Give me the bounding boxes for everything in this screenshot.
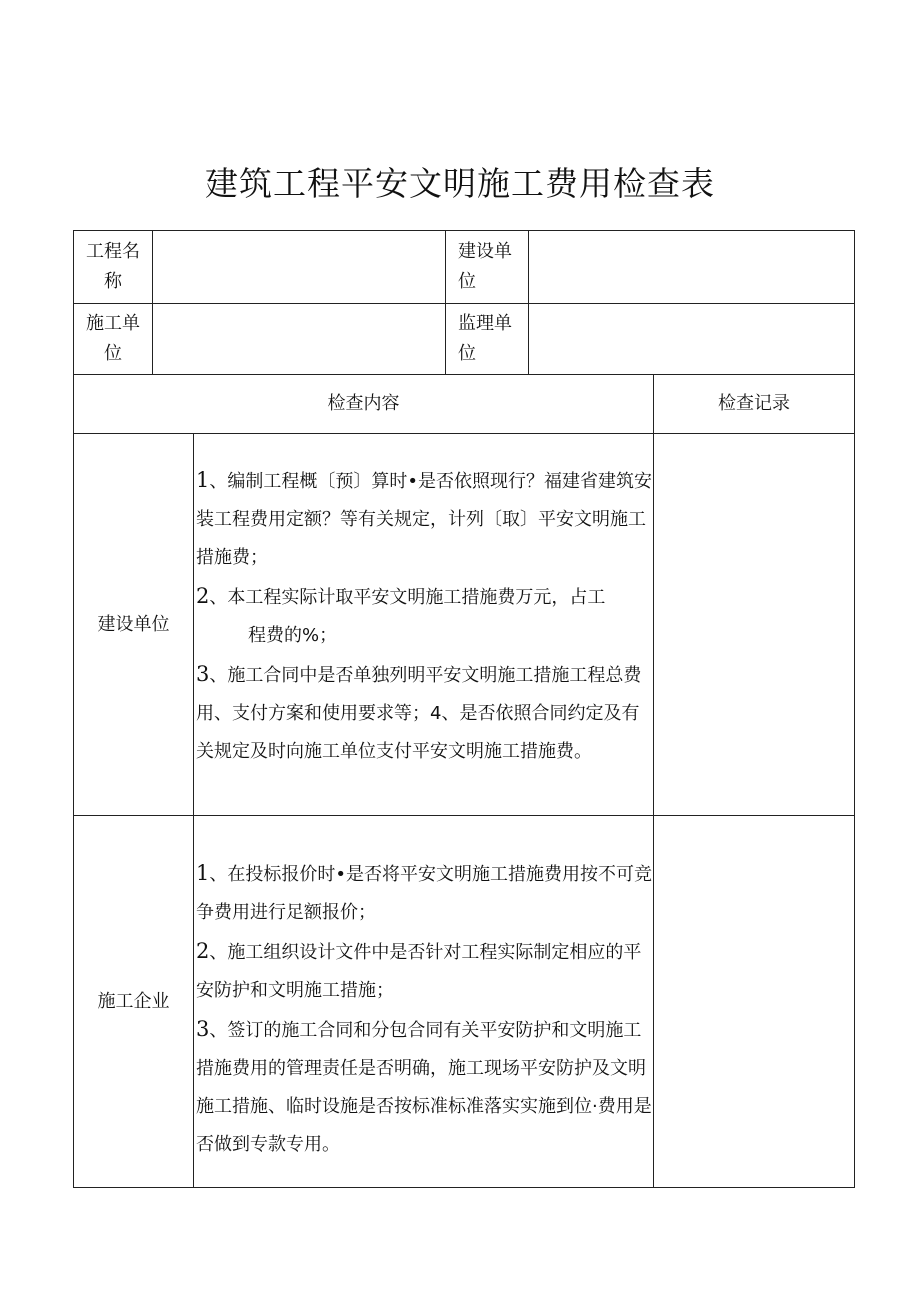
table-border-right — [854, 230, 855, 1188]
table-border-bottom — [73, 1187, 855, 1188]
page-title: 建筑工程平安文明施工费用检查表 — [205, 164, 715, 203]
supervisor-label: 监理单位 — [458, 313, 512, 364]
list-item: 1、在投标报价时•是否将平安文明施工措施费用按不可竞争费用进行足额报价； — [196, 861, 652, 923]
section-contractor-record[interactable] — [654, 816, 854, 1187]
contractor-label: 施工单位 — [86, 313, 140, 364]
list-item: 3、施工合同中是否单独列明平安文明施工措施工程总费用、支付方案和使用要求等；4、是否依照合同约定及有关规定及时向施工单位支付平安文明施工措施费。 — [196, 662, 642, 762]
list-item: 1、编制工程概〔预〕算时•是否依照现行？福建省建筑安装工程费用定额？等有关规定，计列〔取〕平安文明施工措施费； — [196, 468, 652, 568]
table-rule — [445, 230, 446, 374]
list-item: 3、签订的施工合同和分包合同有关平安防护和文明施工措施费用的管理责任是否明确，施工现场平安防护及文明施工措施、临时设施是否按标准标准落实实施到位·费用是否做到专款专用。 — [196, 1017, 652, 1155]
project-name-label: 工程名称 — [86, 241, 140, 292]
header-record: 检查记录 — [718, 393, 790, 414]
list-item-continuation: 程费的%； — [248, 625, 338, 646]
section-owner-record[interactable] — [654, 434, 854, 815]
section-owner-content — [196, 461, 653, 771]
contractor-value[interactable] — [153, 304, 445, 374]
list-item: 2、本工程实际计取平安文明施工措施费万元，占工 — [196, 584, 606, 608]
header-content: 检查内容 — [327, 393, 400, 414]
project-name-value[interactable] — [153, 231, 445, 303]
list-item: 2、施工组织设计文件中是否针对工程实际制定相应的平安防护和文明施工措施； — [196, 939, 642, 1001]
section-owner-label: 建设单位 — [97, 613, 170, 635]
supervisor-value[interactable] — [529, 304, 854, 374]
section-contractor-content — [196, 854, 653, 1164]
owner-value[interactable] — [529, 231, 854, 303]
owner-label: 建设单位 — [458, 241, 512, 292]
table-rule — [193, 433, 194, 1188]
section-contractor-label: 施工企业 — [97, 990, 170, 1012]
